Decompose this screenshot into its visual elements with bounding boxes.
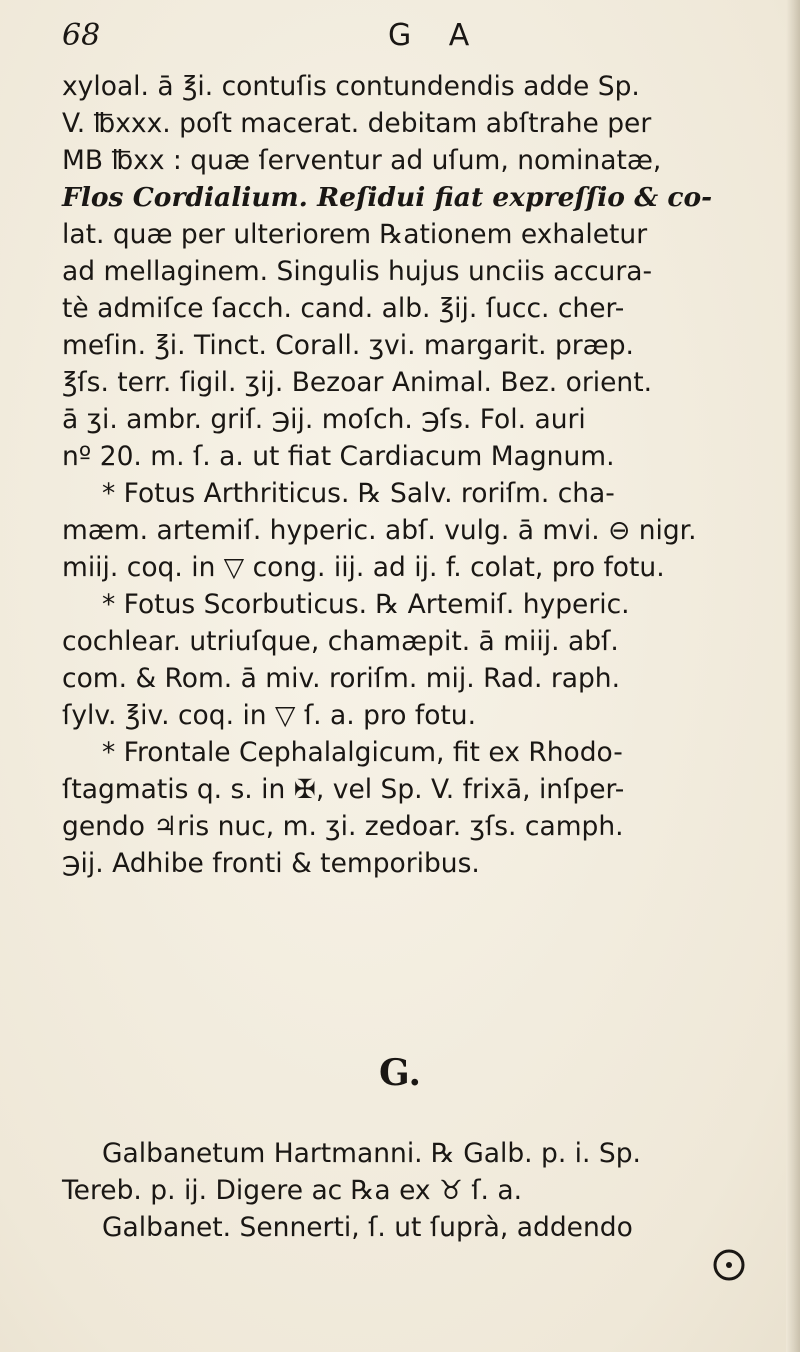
section-heading: G.	[379, 1052, 421, 1094]
page-number: 68	[62, 18, 101, 53]
text-line: ℥ſs. terr. ſigil. ʒij. Bezoar Animal. Bez. orient.	[62, 367, 653, 398]
page-gutter-shadow	[786, 0, 800, 1352]
text-line: mæm. artemiſ. hyperic. abſ. vulg. ā mvi. ⊖ nigr.	[62, 515, 697, 546]
text-line: cochlear. utriuſque, chamæpit. ā miij. abſ.	[62, 626, 619, 657]
text-line: ad mellaginem. Singulis hujus unciis accura-	[62, 256, 653, 287]
text-line: * Fotus Scorbuticus. ℞ Artemiſ. hyperic.	[102, 589, 630, 620]
running-head: G A	[388, 18, 484, 53]
text-line: ā ʒi. ambr. griſ. ℈ij. moſch. ℈ſs. Fol. auri	[62, 404, 586, 435]
text-line: ſylv. ℥iv. coq. in ▽ ſ. a. pro fotu.	[62, 700, 477, 731]
text-line: meſin. ℥i. Tinct. Corall. ʒvi. margarit. præp.	[62, 330, 634, 361]
text-line: * Frontale Cephalalgicum, fit ex Rhodo-	[102, 737, 623, 768]
text-line: MB ℔xx : quæ ſerventur ad uſum, nominatæ,	[62, 145, 662, 176]
text-line: lat. quæ per ulteriorem ℞ationem exhaletur	[62, 219, 648, 250]
text-line: Galbanet. Sennerti, ſ. ut ſuprà, addendo	[102, 1212, 633, 1243]
text-line: ſtagmatis q. s. in ✠, vel Sp. V. frixā, inſper-	[62, 774, 625, 805]
text-line: ℈ij. Adhibe fronti & temporibus.	[62, 848, 480, 879]
main-text-block	[62, 68, 780, 882]
secondary-text-block	[62, 1135, 780, 1246]
text-line: miij. coq. in ▽ cong. iij. ad ij. f. colat, pro fotu.	[62, 552, 665, 583]
page-header	[62, 18, 782, 62]
text-line: * Fotus Arthriticus. ℞ Salv. roriſm. cha-	[102, 478, 615, 509]
text-line: gendo ♃ris nuc, m. ʒi. zedoar. ʒſs. camph.	[62, 811, 624, 842]
text-line: Flos Cordialium. Reſidui fiat expreſſio & co-	[62, 182, 713, 213]
text-line: xyloal. ā ℥i. contuſis contundendis adde Sp.	[62, 71, 640, 102]
text-line: V. ℔xxx. poſt macerat. debitam abſtrahe per	[62, 108, 652, 139]
sun-alchemical-symbol-icon	[712, 1248, 746, 1282]
text-line: Galbanetum Hartmanni. ℞ Galb. p. i. Sp.	[102, 1138, 641, 1169]
text-line: Tereb. p. ij. Digere ac ℞a ex ♉ ſ. a.	[62, 1175, 523, 1206]
text-line: nº 20. m. ſ. a. ut fiat Cardiacum Magnum.	[62, 441, 615, 472]
text-line: tè admiſce ſacch. cand. alb. ℥ij. ſucc. cher-	[62, 293, 625, 324]
text-line: com. & Rom. ā miv. roriſm. mij. Rad. raph.	[62, 663, 621, 694]
